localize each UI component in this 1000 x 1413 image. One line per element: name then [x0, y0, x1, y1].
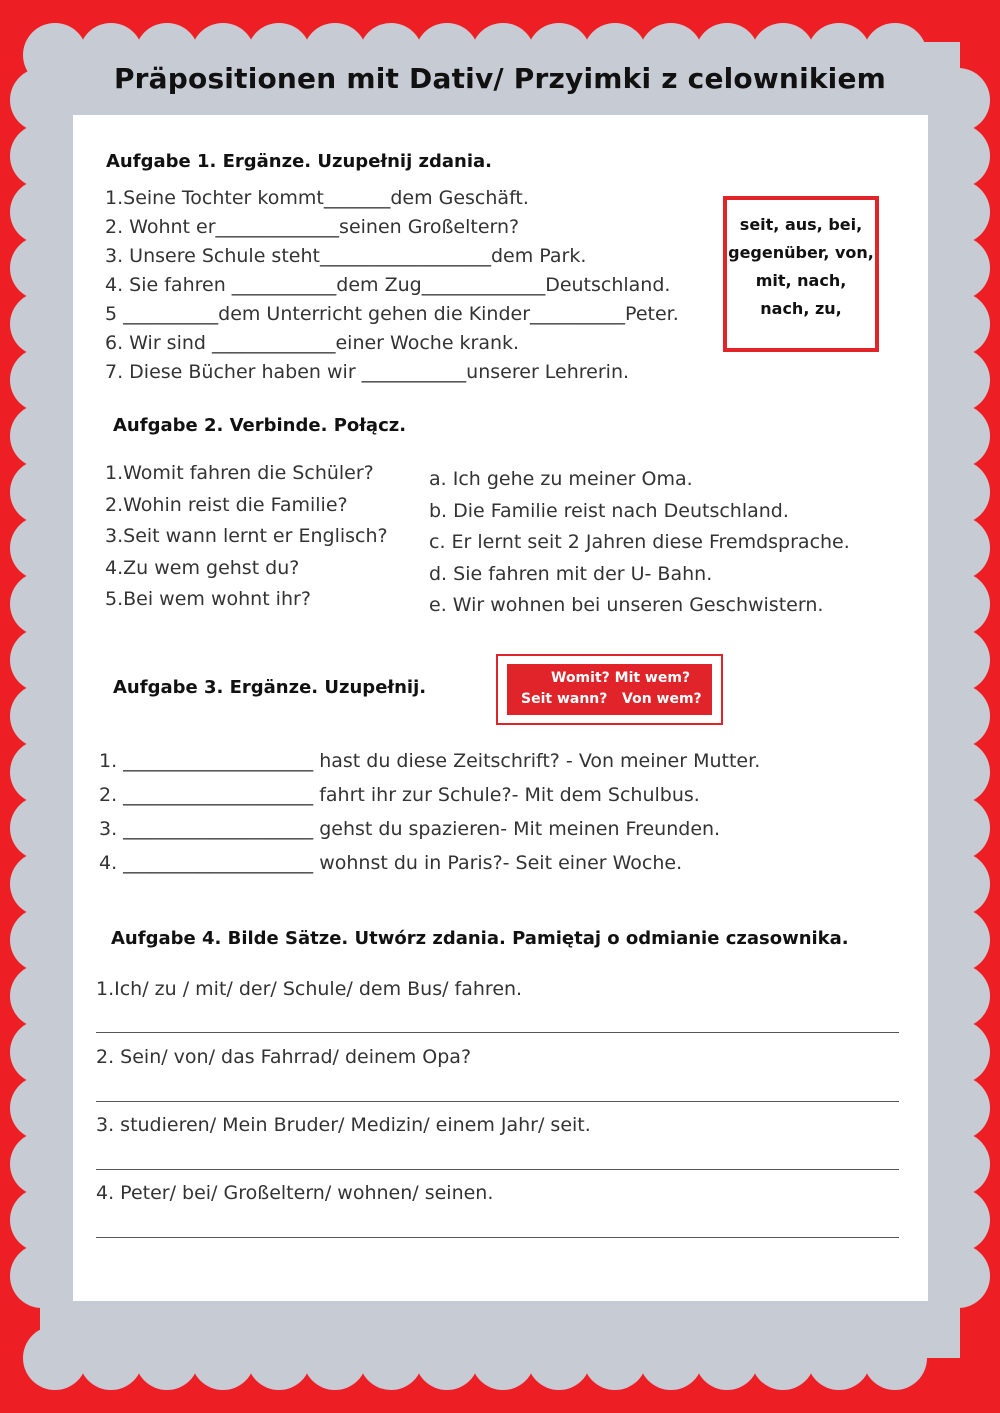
question-word-1: Womit? Mit wem?: [551, 670, 691, 686]
task1-line: 1.Seine Tochter kommt_______dem Geschäft.: [105, 187, 529, 209]
task4-item: 2. Sein/ von/ das Fahrrad/ deinem Opa?: [96, 1046, 472, 1068]
task3-line: 2. ____________________ fahrt ihr zur Schule?- Mit dem Schulbus.: [99, 784, 700, 806]
task3-line: 4. ____________________ wohnst du in Paris?- Seit einer Woche.: [99, 852, 683, 874]
task2-answer: e. Wir wohnen bei unseren Geschwistern.: [429, 594, 824, 616]
task4-item: 3. studieren/ Mein Bruder/ Medizin/ einem Jahr/ seit.: [96, 1114, 591, 1136]
answer-line[interactable]: [96, 1169, 899, 1170]
task1-line: 4. Sie fahren ___________dem Zug_____________Deutschland.: [105, 274, 671, 296]
task2-question: 5.Bei wem wohnt ihr?: [105, 588, 311, 610]
task2-answer: a. Ich gehe zu meiner Oma.: [429, 468, 693, 490]
task2-answer: b. Die Familie reist nach Deutschland.: [429, 499, 789, 522]
task4-heading: Aufgabe 4. Bilde Sätze. Utwórz zdania. Pamiętaj o odmianie czasownika.: [111, 928, 849, 949]
question-word-box: [496, 654, 723, 725]
task3-heading: Aufgabe 3. Ergänze. Uzupełnij.: [113, 677, 427, 698]
task2-question: 2.Wohin reist die Familie?: [105, 493, 348, 516]
task2-question: 4.Zu wem gehst du?: [105, 556, 300, 579]
task2-question: 3.Seit wann lernt er Englisch?: [105, 525, 388, 547]
task2-questions: [105, 458, 388, 616]
task3-line: 3. ____________________ gehst du spazieren- Mit meinen Freunden.: [99, 818, 721, 840]
word-bank-box: [723, 196, 879, 352]
task2-answer: d. Sie fahren mit der U- Bahn.: [429, 562, 713, 585]
answer-line[interactable]: [96, 1032, 899, 1033]
task2-heading: Aufgabe 2. Verbinde. Połącz.: [113, 415, 407, 436]
task1-line: 6. Wir sind _____________einer Woche krank.: [105, 332, 520, 354]
question-word-3: Von wem?: [622, 691, 702, 707]
task1-heading: Aufgabe 1. Ergänze. Uzupełnij zdania.: [106, 151, 492, 172]
question-word-2: Seit wann?: [521, 691, 608, 707]
task1-exercise: [105, 184, 679, 387]
task4-item: 1.Ich/ zu / mit/ der/ Schule/ dem Bus/ fahren.: [96, 978, 523, 1000]
task4-item: 4. Peter/ bei/ Großeltern/ wohnen/ seinen.: [96, 1182, 494, 1204]
task3-exercise: [99, 744, 760, 880]
question-word-panel: [507, 664, 712, 715]
word-bank-text: seit, aus, bei, gegenüber, von, mit, nach, nach, zu,: [728, 215, 874, 318]
task1-line: 7. Diese Bücher haben wir ___________unserer Lehrerin.: [105, 361, 630, 383]
task2-answers: [429, 464, 850, 622]
task1-line: 3. Unsere Schule steht__________________dem Park.: [105, 245, 587, 267]
answer-line[interactable]: [96, 1237, 899, 1238]
task2-question: 1.Womit fahren die Schüler?: [105, 462, 374, 484]
answer-line[interactable]: [96, 1101, 899, 1102]
task1-line: 2. Wohnt er_____________seinen Großeltern?: [105, 216, 520, 238]
task2-answer: c. Er lernt seit 2 Jahren diese Fremdsprache.: [429, 531, 850, 553]
page-title: Präpositionen mit Dativ/ Przyimki z celownikiem: [113, 62, 887, 95]
task3-line: 1. ____________________ hast du diese Zeitschrift? - Von meiner Mutter.: [99, 750, 761, 772]
task1-line: 5 __________dem Unterricht gehen die Kinder__________Peter.: [105, 303, 679, 325]
